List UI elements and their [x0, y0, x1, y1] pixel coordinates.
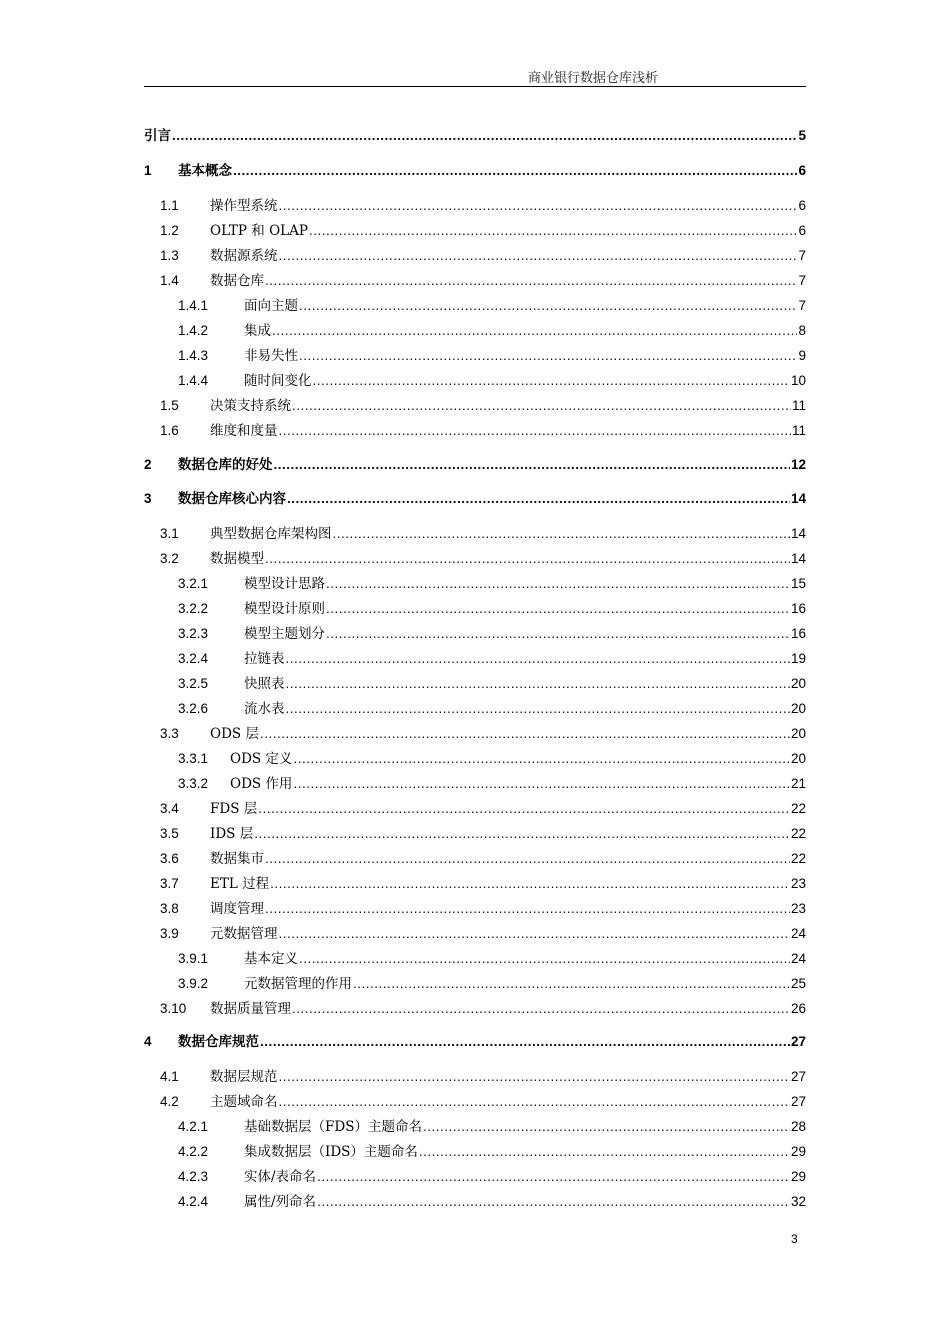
toc-entry[interactable]: [144, 874, 806, 894]
toc-entry-number: 3.10: [160, 1001, 187, 1016]
toc-entry-title: 集成: [244, 323, 271, 339]
toc-entry-page: 22: [790, 851, 806, 866]
toc-entry-number: 3.1: [160, 526, 179, 541]
toc-leader-dots: [287, 489, 790, 509]
toc-entry-page: 12: [790, 457, 806, 472]
toc-leader-dots: [326, 624, 790, 644]
toc-entry-number: 3.9: [160, 926, 179, 941]
toc-entry-page: 16: [790, 626, 806, 641]
toc-entry-number: 1.2: [160, 223, 179, 238]
toc-entry-number: 3.6: [160, 851, 179, 866]
toc-entry-page: 25: [790, 976, 806, 991]
toc-entry-number: 1.5: [160, 398, 179, 413]
toc-entry[interactable]: [144, 455, 806, 475]
toc-entry[interactable]: [144, 221, 806, 241]
toc-entry-number: 3.4: [160, 801, 179, 816]
toc-entry-number: 3.8: [160, 901, 179, 916]
toc-entry-title: 数据集市: [210, 851, 264, 867]
toc-entry[interactable]: [144, 724, 806, 744]
toc-entry-number: 1: [144, 163, 152, 178]
toc-leader-dots: [270, 874, 790, 894]
toc-entry-page: 21: [790, 776, 806, 791]
toc-entry-title: 数据仓库: [210, 273, 264, 289]
toc-entry-page: 14: [790, 526, 806, 541]
toc-entry-number: 2: [144, 457, 152, 472]
toc-entry-page: 10: [790, 373, 806, 388]
toc-entry[interactable]: [144, 271, 806, 291]
toc-entry[interactable]: [144, 346, 806, 366]
toc-entry-title: 引言: [144, 128, 171, 144]
toc-entry[interactable]: [144, 949, 806, 969]
toc-entry-title: 数据仓库核心内容: [178, 491, 286, 507]
toc-entry[interactable]: [144, 1167, 806, 1187]
toc-leader-dots: [260, 724, 790, 744]
toc-entry-number: 3.2.5: [178, 676, 209, 691]
toc-entry-number: 1.4.1: [178, 298, 209, 313]
page-number: 3: [791, 1232, 798, 1246]
toc-entry-number: 1.1: [160, 198, 179, 213]
toc-entry[interactable]: [144, 489, 806, 509]
toc-entry[interactable]: [144, 674, 806, 694]
toc-entry-page: 11: [791, 398, 806, 413]
toc-entry[interactable]: [144, 699, 806, 719]
toc-entry[interactable]: [144, 1117, 806, 1137]
toc-entry[interactable]: [144, 161, 806, 181]
toc-entry[interactable]: [144, 1092, 806, 1112]
toc-entry-number: 3.9.2: [178, 976, 209, 991]
toc-entry-page: 16: [790, 601, 806, 616]
toc-entry-page: 19: [790, 651, 806, 666]
toc-entry-title: 基础数据层（FDS）主题命名: [244, 1119, 422, 1135]
toc-entry[interactable]: [144, 574, 806, 594]
toc-entry-number: 4.2.4: [178, 1194, 209, 1209]
toc-entry-title: 数据仓库规范: [178, 1034, 259, 1050]
toc-entry-title: IDS 层: [210, 826, 254, 842]
toc-entry-page: 8: [798, 323, 806, 338]
toc-entry-page: 23: [790, 876, 806, 891]
toc-entry-title: 数据仓库的好处: [178, 457, 273, 473]
toc-entry-page: 28: [790, 1119, 806, 1134]
toc-leader-dots: [317, 1167, 790, 1187]
toc-entry[interactable]: [144, 824, 806, 844]
toc-leader-dots: [299, 949, 790, 969]
toc-entry-title: 属性/列命名: [244, 1194, 317, 1210]
toc-entry-title: 面向主题: [244, 298, 298, 314]
toc-entry-title: FDS 层: [210, 801, 258, 817]
toc-entry-title: 基本定义: [244, 951, 298, 967]
toc-entry[interactable]: [144, 549, 806, 569]
toc-entry-number: 3.3.1: [178, 751, 209, 766]
toc-entry[interactable]: [144, 524, 806, 544]
toc-leader-dots: [279, 1067, 790, 1087]
toc-entry-number: 3: [144, 491, 152, 506]
toc-leader-dots: [279, 421, 791, 441]
toc-entry[interactable]: [144, 321, 806, 341]
toc-leader-dots: [265, 849, 790, 869]
toc-leader-dots: [309, 221, 798, 241]
toc-leader-dots: [260, 1032, 790, 1052]
toc-entry-page: 26: [790, 1001, 806, 1016]
toc-leader-dots: [272, 321, 797, 341]
toc-entry-number: 1.6: [160, 423, 179, 438]
toc-entry-title: 数据模型: [210, 551, 264, 567]
toc-entry-number: 3.3.2: [178, 776, 209, 791]
toc-leader-dots: [293, 774, 790, 794]
toc-entry-title: 操作型系统: [210, 198, 278, 214]
toc-entry[interactable]: [144, 126, 806, 146]
toc-entry-page: 27: [790, 1094, 806, 1109]
toc-entry-title: 元数据管理: [210, 926, 278, 942]
toc-entry-number: 4.2.1: [178, 1119, 209, 1134]
toc-leader-dots: [333, 524, 790, 544]
toc-entry-page: 5: [798, 128, 806, 143]
toc-entry-title: 模型设计思路: [244, 576, 325, 592]
toc-entry-page: 20: [790, 726, 806, 741]
toc-leader-dots: [254, 824, 790, 844]
toc-entry[interactable]: [144, 849, 806, 869]
toc-leader-dots: [299, 346, 797, 366]
toc-leader-dots: [286, 674, 790, 694]
toc-leader-dots: [233, 161, 797, 181]
toc-entry-number: 1.4: [160, 273, 179, 288]
header-title: 商业银行数据仓库浅析: [527, 71, 658, 86]
toc-entry-page: 23: [790, 901, 806, 916]
toc-leader-dots: [423, 1117, 790, 1137]
toc-entry-title: 模型主题划分: [244, 626, 325, 642]
toc-entry[interactable]: [144, 899, 806, 919]
toc-entry[interactable]: [144, 1067, 806, 1087]
toc-entry[interactable]: [144, 974, 806, 994]
toc-entry-page: 6: [798, 223, 806, 238]
toc-entry-page: 11: [791, 423, 806, 438]
toc-entry-number: 4.2.3: [178, 1169, 209, 1184]
toc-entry-page: 22: [790, 826, 806, 841]
toc-entry-title: ODS 定义: [230, 751, 293, 767]
toc-entry-title: OLTP 和 OLAP: [210, 223, 308, 239]
toc-entry[interactable]: [144, 1192, 806, 1212]
toc-entry-title: ODS 层: [210, 726, 259, 742]
toc-entry-number: 3.2: [160, 551, 179, 566]
toc-entry-title: 维度和度量: [210, 423, 278, 439]
toc-entry-page: 29: [790, 1144, 806, 1159]
toc-leader-dots: [313, 371, 790, 391]
toc-leader-dots: [274, 455, 790, 475]
toc-entry[interactable]: [144, 371, 806, 391]
toc-entry-title: 决策支持系统: [210, 398, 291, 414]
toc-leader-dots: [265, 899, 790, 919]
toc-leader-dots: [286, 649, 790, 669]
toc-leader-dots: [265, 549, 790, 569]
toc-entry-title: 元数据管理的作用: [244, 976, 352, 992]
toc-leader-dots: [258, 799, 790, 819]
toc-entry-page: 20: [790, 701, 806, 716]
toc-entry-title: 主题域命名: [210, 1094, 278, 1110]
toc-entry[interactable]: [144, 421, 806, 441]
toc-entry-title: 数据质量管理: [210, 1001, 291, 1017]
toc-entry-page: 32: [790, 1194, 806, 1209]
toc-leader-dots: [317, 1192, 790, 1212]
toc-entry-page: 6: [798, 198, 806, 213]
toc-leader-dots: [353, 974, 790, 994]
toc-entry-number: 4.2: [160, 1094, 179, 1109]
toc-entry-page: 29: [790, 1169, 806, 1184]
toc-leader-dots: [279, 924, 790, 944]
toc-entry-page: 24: [790, 951, 806, 966]
toc-entry-number: 1.4.2: [178, 323, 209, 338]
toc-entry[interactable]: [144, 246, 806, 266]
toc-entry-page: 9: [798, 348, 806, 363]
toc-entry-number: 3.2.2: [178, 601, 209, 616]
toc-entry-title: 随时间变化: [244, 373, 312, 389]
toc-entry[interactable]: [144, 649, 806, 669]
toc-entry-title: ODS 作用: [230, 776, 293, 792]
toc-leader-dots: [172, 126, 797, 146]
toc-entry-page: 27: [790, 1034, 806, 1049]
toc-entry-title: 集成数据层（IDS）主题命名: [244, 1144, 418, 1160]
toc-entry[interactable]: [144, 1032, 806, 1052]
toc-entry-page: 7: [798, 248, 806, 263]
toc-entry-page: 22: [790, 801, 806, 816]
toc-entry-title: 模型设计原则: [244, 601, 325, 617]
toc-entry-page: 14: [790, 551, 806, 566]
toc-entry-number: 3.3: [160, 726, 179, 741]
toc-entry-number: 3.5: [160, 826, 179, 841]
toc-entry-title: 基本概念: [178, 163, 232, 179]
toc-entry-title: 典型数据仓库架构图: [210, 526, 332, 542]
toc-leader-dots: [326, 599, 790, 619]
toc-entry-number: 4.1: [160, 1069, 179, 1084]
toc-entry-page: 6: [798, 163, 806, 178]
toc-entry-page: 24: [790, 926, 806, 941]
toc-leader-dots: [279, 246, 798, 266]
toc-entry[interactable]: [144, 599, 806, 619]
toc-entry[interactable]: [144, 924, 806, 944]
toc-entry-number: 1.4.3: [178, 348, 209, 363]
toc-leader-dots: [279, 196, 798, 216]
toc-entry[interactable]: [144, 624, 806, 644]
toc-entry-title: 调度管理: [210, 901, 264, 917]
toc-entry-page: 7: [798, 273, 806, 288]
toc-leader-dots: [265, 271, 797, 291]
toc-leader-dots: [419, 1142, 790, 1162]
toc-entry-number: 3.2.1: [178, 576, 209, 591]
toc-entry[interactable]: [144, 196, 806, 216]
toc-entry-page: 27: [790, 1069, 806, 1084]
toc-entry-page: 20: [790, 676, 806, 691]
toc-entry-number: 1.4.4: [178, 373, 209, 388]
toc-entry-page: 15: [790, 576, 806, 591]
toc-entry[interactable]: [144, 396, 806, 416]
toc-entry[interactable]: [144, 296, 806, 316]
toc-leader-dots: [292, 999, 790, 1019]
toc-leader-dots: [326, 574, 790, 594]
toc-entry[interactable]: [144, 774, 806, 794]
toc-entry-title: 实体/表命名: [244, 1169, 317, 1185]
toc-entry-title: 流水表: [244, 701, 285, 717]
toc-leader-dots: [279, 1092, 790, 1112]
toc-entry-number: 4.2.2: [178, 1144, 209, 1159]
toc-leader-dots: [292, 396, 791, 416]
toc-entry-title: 拉链表: [244, 651, 285, 667]
toc-leader-dots: [299, 296, 797, 316]
toc-entry-title: 数据层规范: [210, 1069, 278, 1085]
toc-entry[interactable]: [144, 1142, 806, 1162]
page-header: [144, 66, 806, 87]
toc-leader-dots: [286, 699, 790, 719]
toc-entry-page: 20: [790, 751, 806, 766]
toc-entry-number: 3.9.1: [178, 951, 209, 966]
toc-entry[interactable]: [144, 999, 806, 1019]
toc-entry-page: 7: [798, 298, 806, 313]
toc-entry[interactable]: [144, 799, 806, 819]
toc-leader-dots: [293, 749, 790, 769]
toc-entry-title: 非易失性: [244, 348, 298, 364]
toc-entry-number: 3.2.6: [178, 701, 209, 716]
toc-entry-page: 14: [790, 491, 806, 506]
toc-entry-title: ETL 过程: [210, 876, 270, 892]
toc-entry-title: 数据源系统: [210, 248, 278, 264]
toc-entry-number: 3.2.3: [178, 626, 209, 641]
toc-entry-number: 3.2.4: [178, 651, 209, 666]
toc-entry-number: 3.7: [160, 876, 179, 891]
toc-entry-title: 快照表: [244, 676, 285, 692]
toc-entry[interactable]: [144, 749, 806, 769]
toc-entry-number: 1.3: [160, 248, 179, 263]
toc-entry-number: 4: [144, 1034, 152, 1049]
